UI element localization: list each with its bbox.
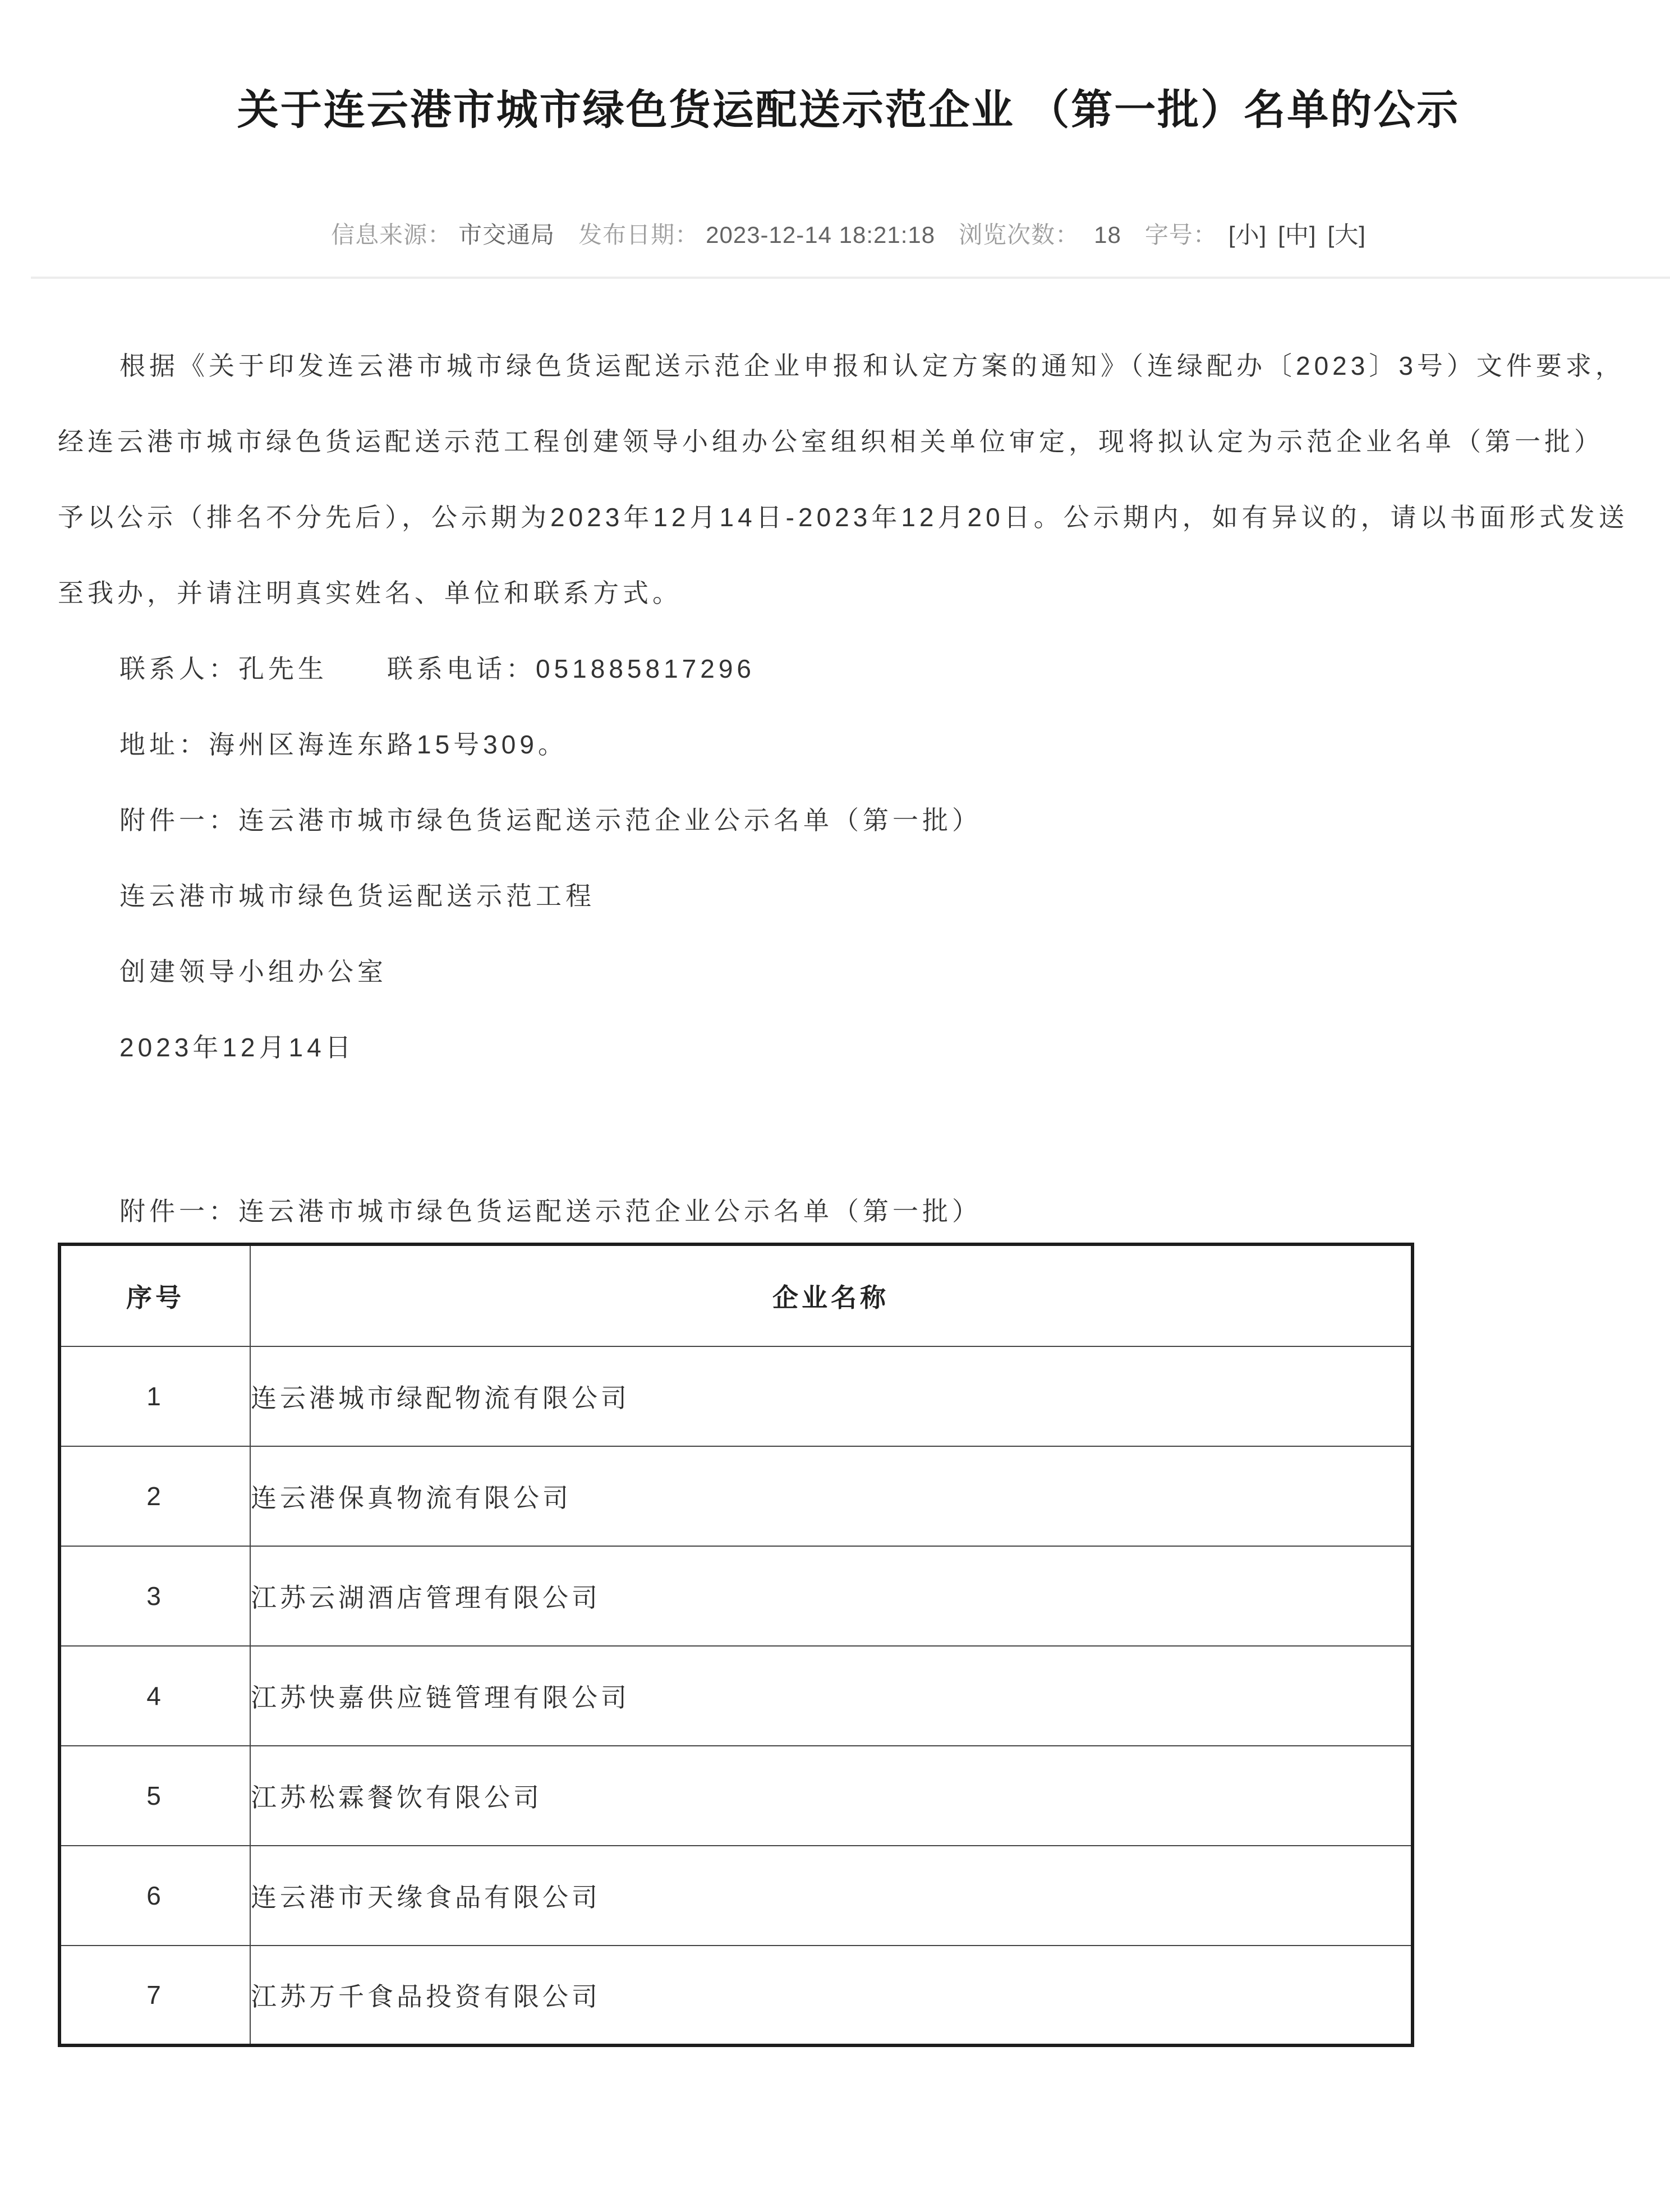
article-body (58, 328, 1639, 2047)
fontsize-large-button[interactable]: [大] (1327, 221, 1366, 248)
signoff-org-line-2: 创建领导小组办公室 (119, 956, 387, 986)
attachment-line: 附件一：连云港市城市绿色货运配送示范企业公示名单（第一批） (119, 805, 982, 835)
table-caption: 附件一：连云港市城市绿色货运配送示范企业公示名单（第一批） (119, 1196, 982, 1226)
row-number: 5 (59, 1746, 250, 1846)
company-name: 江苏快嘉供应链管理有限公司 (250, 1646, 1413, 1746)
fontsize-label: 字号： (1144, 221, 1217, 248)
company-name: 连云港城市绿配物流有限公司 (250, 1346, 1413, 1446)
signoff-org-line-1: 连云港市城市绿色货运配送示范工程 (119, 881, 595, 910)
contact-line: 联系人：孔先生 联系电话：051885817296 (119, 654, 755, 683)
row-number: 4 (59, 1646, 250, 1746)
company-name: 江苏云湖酒店管理有限公司 (250, 1546, 1413, 1646)
fontsize-medium-button[interactable]: [中] (1278, 221, 1317, 248)
signoff-date: 2023年12月14日 (119, 1032, 355, 1062)
meta-bar (58, 218, 1639, 252)
address-line: 地址：海州区海连东路15号309。 (119, 729, 568, 759)
publish-date-label: 发布日期： (578, 221, 700, 248)
header-divider (31, 277, 1670, 279)
table-row (59, 1846, 1413, 1946)
paragraph-line-2: 经连云港市城市绿色货运配送示范工程创建领导小组办公室组织相关单位审定，现将拟认定为示范企业名单（第一批） (58, 426, 1604, 456)
paragraph-line-4: 至我办，并请注明真实姓名、单位和联系方式。 (58, 578, 682, 608)
row-number: 2 (59, 1446, 250, 1546)
table-row (59, 1946, 1413, 2045)
table-row (59, 1446, 1413, 1546)
page-title: 关于连云港市城市绿色货运配送示范企业 （第一批）名单的公示 (237, 86, 1460, 133)
col-header-no: 序号 (59, 1244, 250, 1346)
views-label: 浏览次数： (959, 221, 1080, 248)
company-table (58, 1243, 1414, 2047)
paragraph-line-3: 予以公示（排名不分先后），公示期为2023年12月14日-2023年12月20日。公示期内，如有异议的，请以书面形式发送 (58, 502, 1628, 532)
row-number: 1 (59, 1346, 250, 1446)
company-name: 江苏万千食品投资有限公司 (250, 1946, 1413, 2045)
company-name: 连云港保真物流有限公司 (250, 1446, 1413, 1546)
company-name: 江苏松霖餐饮有限公司 (250, 1746, 1413, 1846)
announcement-page (0, 84, 1670, 2212)
row-number: 7 (59, 1946, 250, 2045)
table-row (59, 1746, 1413, 1846)
company-name: 连云港市天缘食品有限公司 (250, 1846, 1413, 1946)
fontsize-small-button[interactable]: [小] (1228, 221, 1267, 248)
table-row (59, 1346, 1413, 1446)
publish-date-value: 2023-12-14 18:21:18 (706, 221, 936, 248)
views-value: 18 (1094, 221, 1121, 248)
paragraph-line-1: 根据《关于印发连云港市城市绿色货运配送示范企业申报和认定方案的通知》（连绿配办〔2023〕3号）文件要求， (119, 351, 1625, 380)
source-label: 信息来源： (331, 221, 452, 248)
table-header-row (59, 1244, 1413, 1346)
table-row (59, 1546, 1413, 1646)
source-value: 市交通局 (458, 221, 555, 248)
col-header-name: 企业名称 (250, 1244, 1413, 1346)
row-number: 6 (59, 1846, 250, 1946)
row-number: 3 (59, 1546, 250, 1646)
table-row (59, 1646, 1413, 1746)
